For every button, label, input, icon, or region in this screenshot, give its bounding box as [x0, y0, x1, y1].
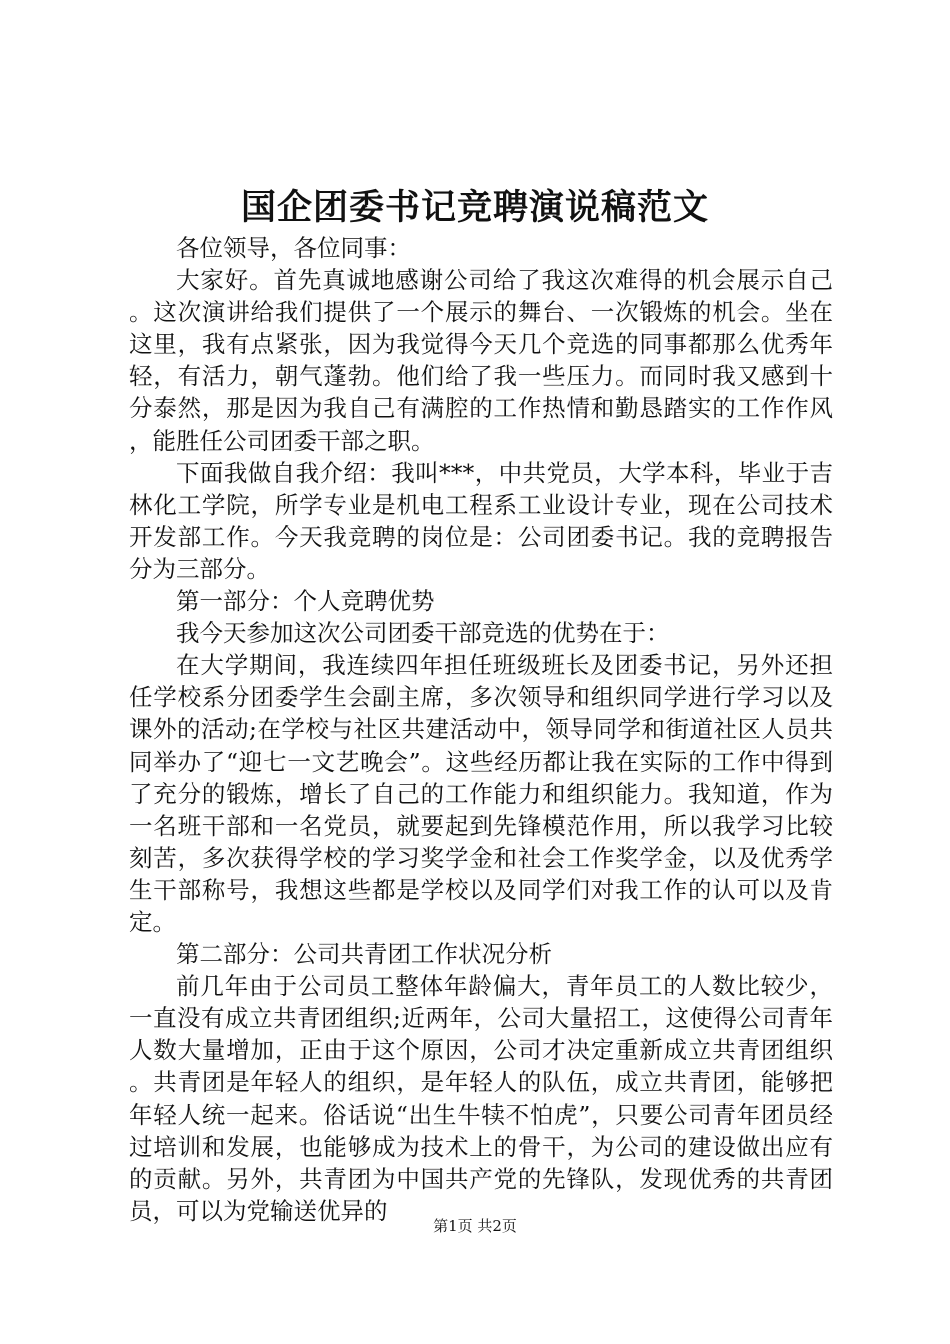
- section-heading-part-two: 第二部分：公司共青团工作状况分析: [176, 940, 552, 969]
- paragraph-university-experience: 在大学期间，我连续四年担任班级班长及团委书记，另外还担任学校系分团委学生会副主席，多次领导和组织同学进行学习以及课外的活动;在学校与社区共建活动中，领导同学和街道社区人员共同举办了“迎七一文艺晚会”。这些经历都让我在实际的工作中得到了充分的锻炼，增长了自己的工作能力和组织能力。我知道，作为一名班干部和一名党员，就要起到先锋模范作用，所以我学习比较刻苦，多次获得学校的学习奖学金和社会工作奖学金，以及优秀学生干部称号，我想这些都是学校以及同学们对我工作的认可以及肯定。: [129, 651, 833, 936]
- paragraph-league-analysis: 前几年由于公司员工整体年龄偏大，青年员工的人数比较少，一直没有成立共青团组织;近两年，公司大量招工，这使得公司青年人数大量增加，正由于这个原因，公司才决定重新成立共青团组织。共青团是年轻人的组织，是年轻人的队伍，成立共青团，能够把年轻人统一起来。俗话说“出生牛犊不怕虎”，只要公司青年团员经过培训和发展，也能够成为技术上的骨干，为公司的建设做出应有的贡献。另外，共青团为中国共产党的先锋队，发现优秀的共青团员，可以为党输送优异的: [129, 972, 833, 1225]
- paragraph-opening: 大家好。首先真诚地感谢公司给了我这次难得的机会展示自己。这次演讲给我们提供了一个展示的舞台、一次锻炼的机会。坐在这里，我有点紧张，因为我觉得今天几个竞选的同事都那么优秀年轻，有活力，朝气蓬勃。他们给了我一些压力。而同时我又感到十分泰然，那是因为我自己有满腔的工作热情和勤恳踏实的工作作风，能胜任公司团委干部之职。: [129, 266, 833, 455]
- document-title: 国企团委书记竞聘演说稿范文: [240, 187, 709, 228]
- paragraph-advantages-intro: 我今天参加这次公司团委干部竞选的优势在于：: [176, 619, 670, 648]
- salutation: 各位领导，各位同事：: [176, 234, 411, 262]
- paragraph-self-introduction: 下面我做自我介绍：我叫***，中共党员，大学本科，毕业于吉林化工学院，所学专业是机电工程系工业设计专业，现在公司技术开发部工作。今天我竞聘的岗位是：公司团委书记。我的竞聘报告分为三部分。: [129, 458, 833, 583]
- document-body: [129, 232, 833, 1227]
- section-heading-part-one: 第一部分：个人竞聘优势: [176, 587, 435, 616]
- page-footer: 第1页 共2页: [433, 1217, 517, 1235]
